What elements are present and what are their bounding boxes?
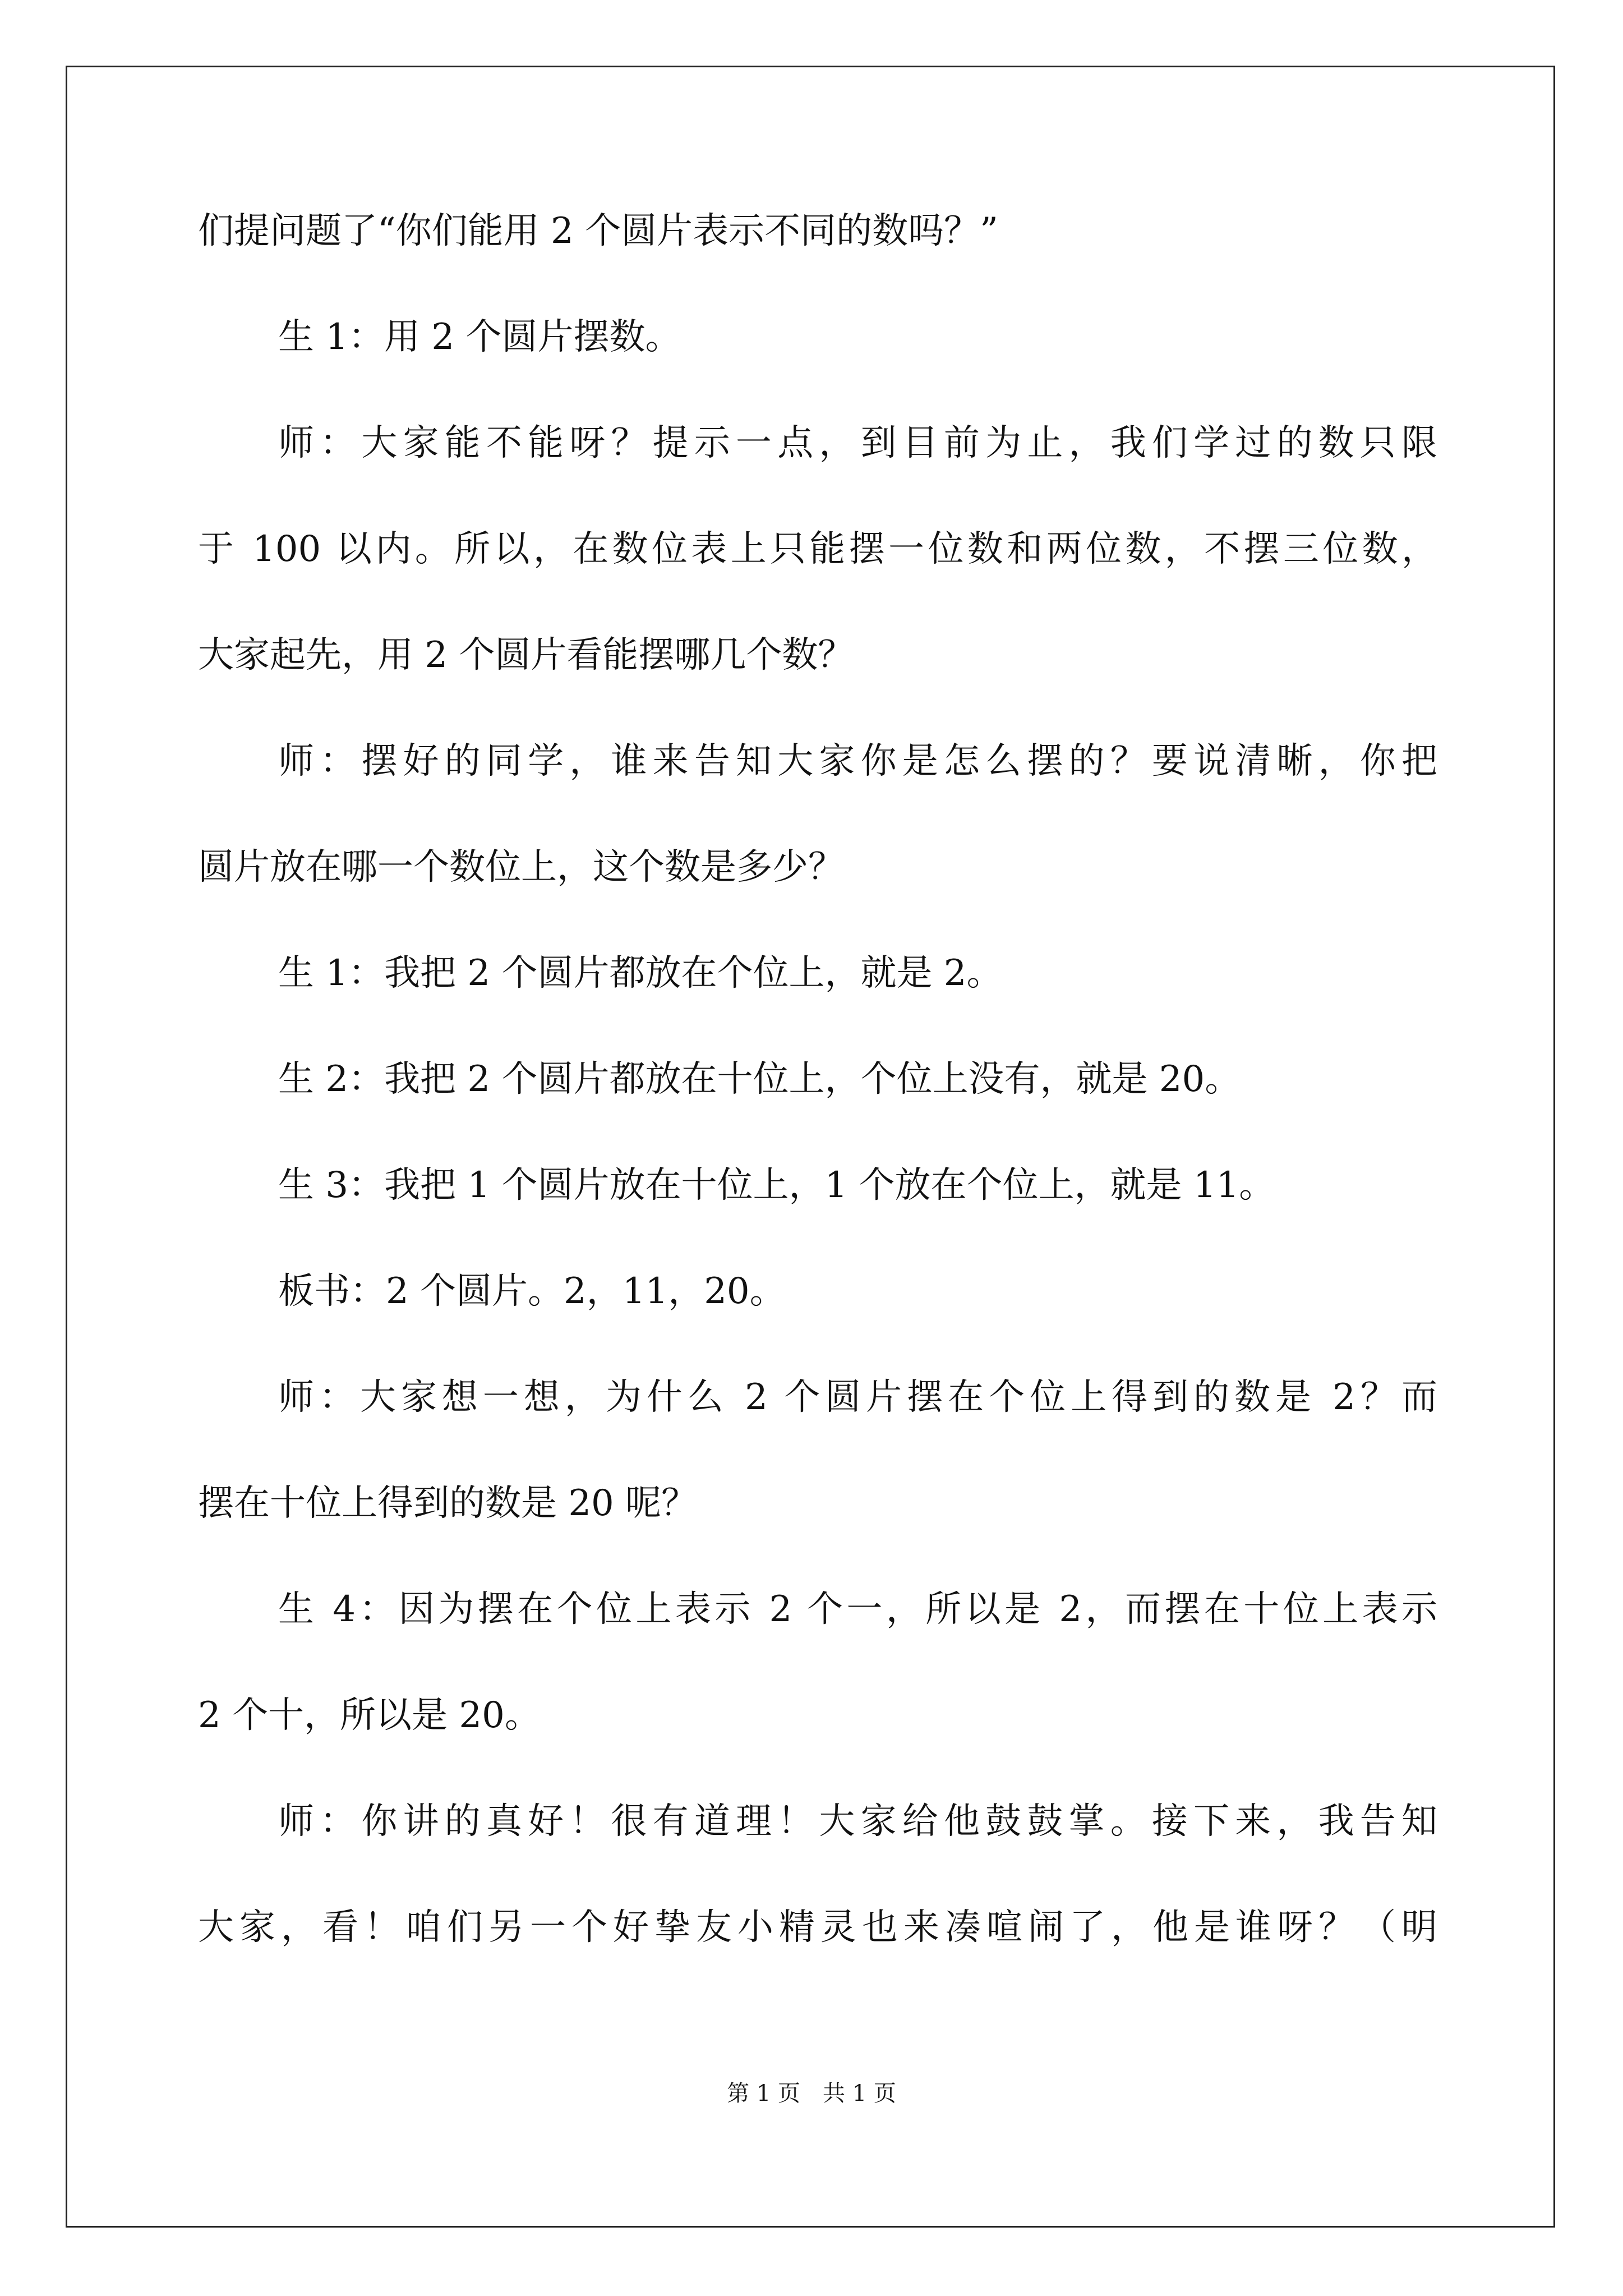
text-line: 们提问题了“你们能用 2 个圆片表示不同的数吗？” — [198, 210, 998, 252]
text-line: 大家，看！咱们另一个好挚友小精灵也来凑喧闹了，他是谁呀？（明 — [198, 1907, 1437, 1948]
text-line: 生 3：我把 1 个圆片放在十位上，1 个放在个位上，就是 11。 — [278, 1165, 1275, 1206]
text-line: 圆片放在哪一个数位上，这个数是多少？ — [198, 846, 844, 888]
text-line: 于 100 以内。所以，在数位表上只能摆一位数和两位数，不摆三位数， — [198, 528, 1437, 570]
text-line: 师：你讲的真好！很有道理！大家给他鼓鼓掌。接下来，我告知 — [278, 1801, 1437, 1842]
text-line: 大家起先，用 2 个圆片看能摆哪几个数？ — [198, 634, 854, 676]
text-line: 生 1：用 2 个圆片摆数。 — [278, 316, 681, 358]
text-line: 师：大家能不能呀？提示一点，到目前为止，我们学过的数只限 — [278, 422, 1437, 464]
text-line: 生 2：我把 2 个圆片都放在十位上，个位上没有，就是 20。 — [278, 1059, 1241, 1100]
text-line: 师：大家想一想，为什么 2 个圆片摆在个位上得到的数是 2？而 — [278, 1377, 1437, 1418]
text-line: 2 个十，所以是 20。 — [198, 1695, 541, 1736]
page-number-footer: 第 1 页 共 1 页 — [727, 2081, 896, 2106]
text-line: 摆在十位上得到的数是 20 呢？ — [198, 1483, 698, 1524]
text-line: 生 4：因为摆在个位上表示 2 个一，所以是 2，而摆在十位上表示 — [278, 1589, 1437, 1630]
text-line: 师：摆好的同学，谁来告知大家你是怎么摆的？要说清晰，你把 — [278, 740, 1437, 782]
text-line: 板书：2 个圆片。2，11，20。 — [278, 1271, 786, 1312]
text-line: 生 1：我把 2 个圆片都放在个位上，就是 2。 — [278, 953, 1003, 994]
